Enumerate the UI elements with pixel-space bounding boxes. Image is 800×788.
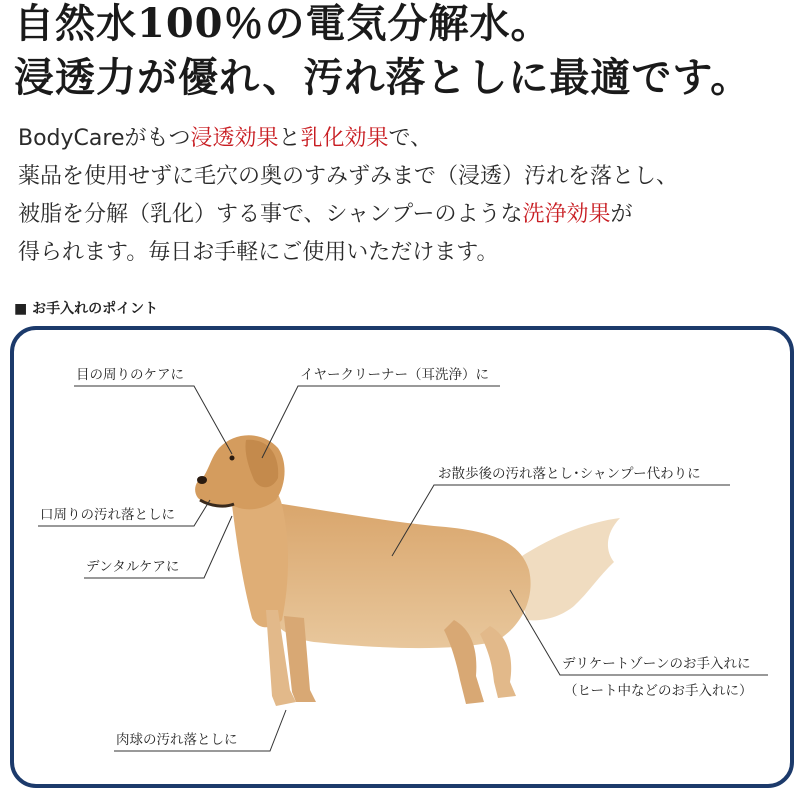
section-heading <box>14 300 158 318</box>
callout-dental: デンタルケアに <box>86 559 180 575</box>
dog-illustration <box>14 330 790 784</box>
highlight-emulsion: 乳化効果 <box>300 126 389 151</box>
callout-eye: 目の周りのケアに <box>76 367 184 383</box>
callout-mouth: 口周りの汚れ落としに <box>40 507 175 523</box>
headline-line-1: 自然水100％の電気分解水。 <box>14 0 552 47</box>
callout-paw: 肉球の汚れ落としに <box>116 732 238 748</box>
section-label: お手入れのポイント <box>32 301 159 317</box>
body-paragraph <box>18 120 678 272</box>
leader-eye <box>74 386 232 454</box>
headline-line-2: 浸透力が優れ、汚れ落としに最適です。 <box>14 54 752 101</box>
callout-walk: お散歩後の汚れ落とし･シャンプー代わりに <box>438 466 701 482</box>
highlight-penetration: 浸透効果 <box>190 126 279 151</box>
body-line-1 <box>18 120 678 158</box>
body-line-2: 薬品を使用せずに毛穴の奥のすみずみまで（浸透）汚れを落とし、 <box>18 164 679 189</box>
section-bullet: ■ <box>14 301 28 317</box>
body-line-1-pre: BodyCareがもつ <box>18 126 191 151</box>
highlight-cleansing: 洗浄効果 <box>522 202 611 227</box>
body-line-3-pre: 被脂を分解（乳化）する事で、シャンプーのような <box>18 202 523 227</box>
leader-ear <box>262 386 500 458</box>
body-line-1-mid: と <box>278 126 301 151</box>
callout-delicate-line-2: （ヒート中などのお手入れに） <box>564 683 753 699</box>
care-points-panel <box>10 326 794 788</box>
body-line-3-post: が <box>610 202 633 227</box>
dog-eye <box>230 456 235 461</box>
body-line-1-post: で、 <box>388 126 433 151</box>
callout-ear: イヤークリーナー（耳洗浄）に <box>300 367 489 383</box>
dog-nose <box>197 476 207 484</box>
callout-delicate-line-1: デリケートゾーンのお手入れに <box>562 656 751 672</box>
dog-tail <box>519 518 620 620</box>
body-line-4: 得られます。毎日お手軽にご使用いただけます。 <box>18 240 499 265</box>
body-line-3 <box>18 196 678 234</box>
dog-hind-leg-right <box>480 626 516 698</box>
